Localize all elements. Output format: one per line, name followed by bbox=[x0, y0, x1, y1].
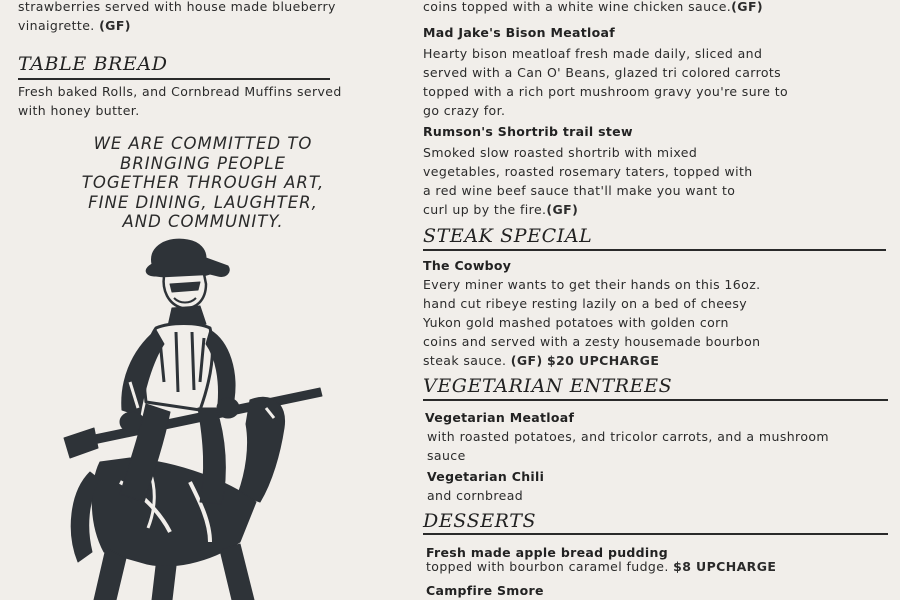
section-rule bbox=[423, 399, 888, 401]
gf-tag: (GF) bbox=[546, 202, 579, 217]
shortrib-stew-title: Rumson's Shortrib trail stew bbox=[423, 124, 633, 139]
motto-line: WE ARE COMMITTED TO bbox=[93, 134, 313, 153]
hat-icon bbox=[146, 239, 229, 277]
bison-meatloaf-title: Mad Jake's Bison Meatloaf bbox=[423, 25, 615, 40]
motto bbox=[58, 134, 348, 232]
motto-line: BRINGING PEOPLE bbox=[120, 153, 286, 173]
vegetarian-entrees-heading: VEGETARIAN ENTREES bbox=[423, 375, 673, 397]
motto-line: AND COMMUNITY. bbox=[122, 212, 284, 231]
intro-text-block bbox=[18, 0, 358, 35]
top-description: coins topped with a white wine chicken sauce.(GF) bbox=[423, 0, 763, 14]
cowboy-illustration bbox=[60, 232, 330, 600]
section-rule bbox=[18, 78, 330, 80]
campfire-smore-title: Campfire Smore bbox=[426, 583, 544, 598]
desserts-heading: DESSERTS bbox=[423, 510, 537, 532]
motto-line: TOGETHER THROUGH ART, bbox=[81, 173, 325, 192]
cowboy-steak-title: The Cowboy bbox=[423, 258, 512, 273]
vegetarian-meatloaf-title: Vegetarian Meatloaf bbox=[425, 410, 575, 425]
shortrib-stew-description: Smoked slow roasted shortrib with mixed vegetables, roasted rosemary taters, topped with a red wine beef sauce that'll make you want to curl up by the fire.(GF) bbox=[423, 145, 753, 217]
cowboy-steak-description: Every miner wants to get their hands on this 16oz. hand cut ribeye resting lazily on a bed of cheesy Yukon gold mashed potatoes with golden corn coins and served with a zesty housemade bourbon steak sauce. (GF) $20 UPCHARGE bbox=[423, 277, 761, 368]
table-bread-text: Fresh baked Rolls, and Cornbread Muffins served with honey butter. bbox=[18, 84, 342, 118]
bread-pudding-title: Fresh made apple bread pudding bbox=[426, 545, 668, 560]
section-rule bbox=[423, 533, 888, 535]
gf-tag: (GF) bbox=[99, 18, 131, 33]
bread-pudding-description: topped with bourbon caramel fudge. $8 UPCHARGE bbox=[426, 559, 777, 574]
bison-meatloaf-description: Hearty bison meatloaf fresh made daily, sliced and served with a Can O' Beans, glazed tri colored carrots topped with a rich port mushroom gravy you're sure to go crazy for. bbox=[423, 46, 789, 118]
gf-tag: (GF) bbox=[510, 353, 543, 368]
motto-line: FINE DINING, LAUGHTER, bbox=[88, 192, 318, 212]
upcharge-badge: $8 UPCHARGE bbox=[673, 559, 777, 574]
upcharge-badge: $20 UPCHARGE bbox=[546, 353, 660, 368]
intro-line: strawberries served with house made blueberry bbox=[18, 0, 336, 14]
vegetarian-meatloaf-description: with roasted potatoes, and tricolor carrots, and a mushroom sauce bbox=[427, 429, 829, 463]
table-bread-heading: TABLE BREAD bbox=[18, 53, 168, 75]
vegetarian-chili-description: and cornbread bbox=[427, 488, 524, 503]
intro-line-2: vinaigrette. (GF) bbox=[18, 18, 131, 33]
section-rule bbox=[423, 249, 886, 251]
vegetarian-chili-title: Vegetarian Chili bbox=[427, 469, 545, 484]
steak-special-heading: STEAK SPECIAL bbox=[423, 225, 593, 247]
gf-tag: (GF) bbox=[731, 0, 763, 14]
